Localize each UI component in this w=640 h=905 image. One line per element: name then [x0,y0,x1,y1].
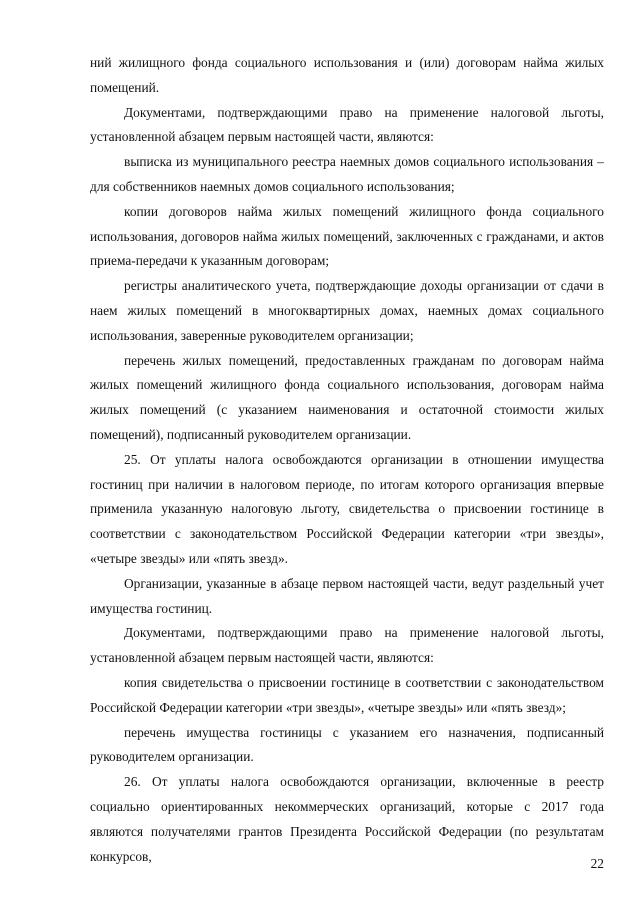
document-page [90,51,604,869]
paragraph-separate-accounting: Организации, указанные в абзаце первом настоящей части, ведут раздельный учет имущества гостиниц. [90,575,604,616]
paragraph-certificate-copy: копия свидетельства о присвоении гостинице в соответствии с законодательством Российской Федерации категории «три звезды», «четыре звезды» или «пять звезд»; [90,674,604,715]
paragraph-lease-copies: копии договоров найма жилых помещений жилищного фонда социального использования, договоров найма жилых помещений, заключенных с гражданами, и актов приема-передачи к указанным договорам; [90,203,604,269]
paragraph-registry-extract: выписка из муниципального реестра наемных домов социального использования – для собственников наемных домов социального использования; [90,154,604,194]
paragraph-continuation: ний жилищного фонда социального использования и (или) договорам найма жилых помещений. [90,55,604,95]
paragraph-documents-intro-2: Документами, подтверждающими право на применение налоговой льготы, установленной абзацем первым настоящей части, являются: [90,625,604,666]
paragraph-property-list: перечень имущества гостиницы с указанием его назначения, подписанный руководителем организации. [90,724,604,765]
paragraph-premises-list: перечень жилых помещений, предоставленных гражданам по договорам найма жилых помещений жилищного фонда социального использования, договорам найма жилых помещений (с указанием наименования и остаточной стоимости жилых помещений), подписанный руководителем организации. [90,352,604,442]
paragraph-clause-25: 25. От уплаты налога освобождаются организации в отношении имущества гостиниц при наличии в налоговом периоде, по итогам которого организация впервые применила указанную налоговую льготу, свидетельства о присвоении гостинице в соответствии с законодательством Российской Федерации категории «три звезды», «четыре звезды» или «пять звезд». [90,451,604,566]
paragraph-clause-26: 26. От уплаты налога освобождаются организации, включенные в реестр социально ориентированных некоммерческих организаций, которые с 2017 года являются получателями грантов Президента Российской Федерации (по результатам конкурсов, [90,774,604,864]
paragraph-documents-intro: Документами, подтверждающими право на применение налоговой льготы, установленной абзацем первым настоящей части, являются: [90,104,604,145]
paragraph-accounting-registers: регистры аналитического учета, подтверждающие доходы организации от сдачи в наем жилых помещений в многоквартирных домах, наемных домах социального использования, заверенные руководителем организации; [90,278,604,343]
page-number: 22 [590,856,604,871]
